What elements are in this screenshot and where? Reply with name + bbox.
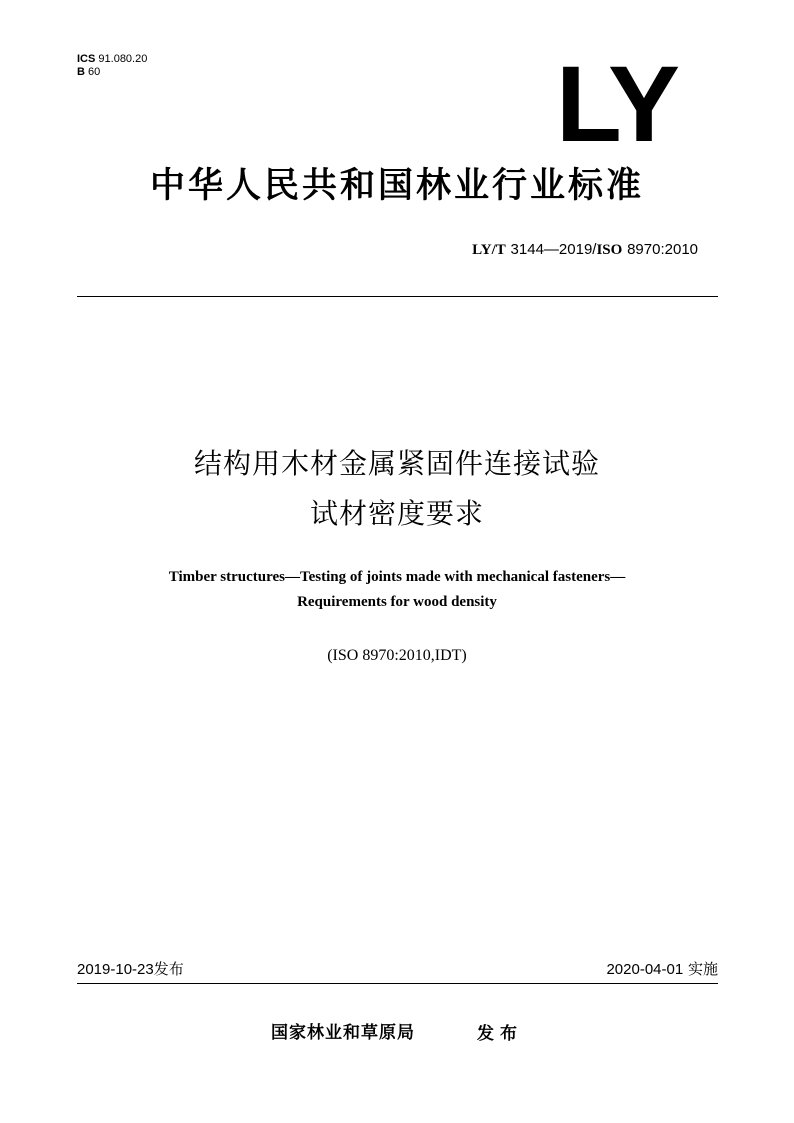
bottom-divider bbox=[77, 983, 718, 984]
publisher-name: 国家林业和草原局 bbox=[271, 1023, 415, 1043]
implement-date-value: 2020-04-01 bbox=[606, 961, 684, 978]
standard-code bbox=[472, 239, 698, 260]
document-title-en-line2: Requirements for wood density bbox=[297, 594, 497, 610]
document-title-cn-line1: 结构用木材金属紧固件连接试验 bbox=[193, 447, 600, 480]
document-title-cn-line2: 试材密度要求 bbox=[309, 497, 484, 530]
ccs-code-line bbox=[77, 66, 100, 79]
standard-code-number: 3144—2019/ bbox=[510, 241, 597, 258]
standard-code-prefix: LY/T bbox=[472, 242, 506, 258]
adoption-note: (ISO 8970:2010,IDT) bbox=[327, 647, 467, 664]
publisher-action: 发布 bbox=[477, 1024, 523, 1044]
document-title-en-line1: Timber structures—Testing of joints made with mechanical fasteners— bbox=[168, 569, 626, 585]
standard-code-iso-number: 8970:2010 bbox=[627, 241, 698, 258]
ccs-code: 60 bbox=[88, 66, 101, 78]
ics-code: 91.080.20 bbox=[98, 53, 148, 65]
ics-label: ICS bbox=[77, 53, 96, 65]
standard-code-iso: ISO bbox=[596, 242, 623, 258]
top-divider bbox=[77, 296, 718, 297]
implement-date-word: 实施 bbox=[687, 960, 718, 978]
ly-logo: LY bbox=[555, 43, 676, 164]
ics-code-line bbox=[77, 53, 147, 66]
implement-date bbox=[606, 958, 718, 981]
ccs-label: B bbox=[77, 66, 85, 78]
issue-date bbox=[77, 958, 184, 981]
issue-date-word: 发布 bbox=[153, 960, 184, 978]
issue-date-value: 2019-10-23 bbox=[77, 961, 154, 978]
standard-category-title: 中华人民共和国林业行业标准 bbox=[149, 166, 644, 206]
